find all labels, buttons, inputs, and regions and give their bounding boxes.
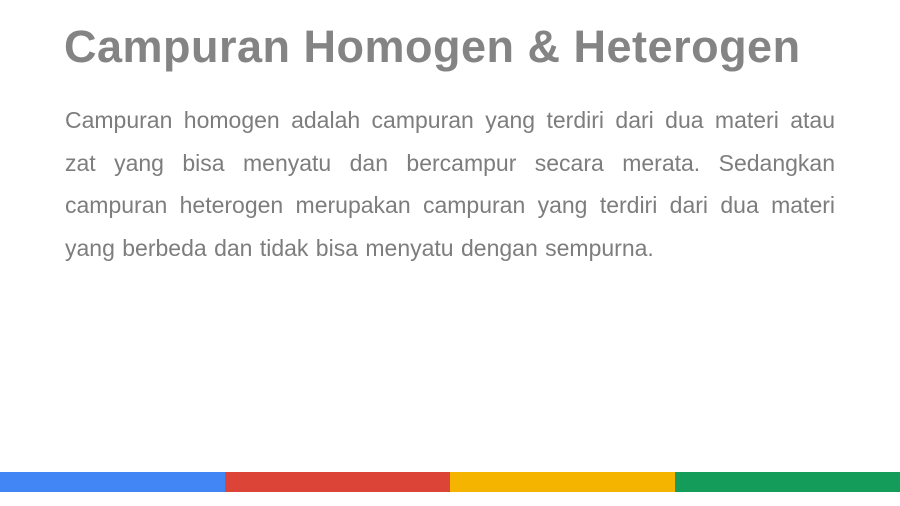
accent-bar-blue-segment — [0, 472, 225, 492]
body-line-1: Campuran homogen adalah campuran yang terdiri dari dua materi atau — [65, 107, 835, 133]
accent-bar-green-segment — [675, 472, 900, 492]
accent-bar-yellow-segment — [450, 472, 675, 492]
bottom-accent-bar — [0, 472, 900, 492]
body-line-4: yang berbeda dan tidak bisa menyatu dengan sempurna. — [65, 234, 654, 261]
body-line-3: campuran heterogen merupakan campuran yang terdiri dari dua materi — [65, 192, 835, 218]
accent-bar-red-segment — [225, 472, 450, 492]
slide-body-paragraph — [65, 99, 835, 269]
body-line-2: zat yang bisa menyatu dan bercampur secara merata. Sedangkan — [65, 149, 835, 176]
slide-title: Campuran Homogen & Heterogen — [64, 21, 801, 72]
